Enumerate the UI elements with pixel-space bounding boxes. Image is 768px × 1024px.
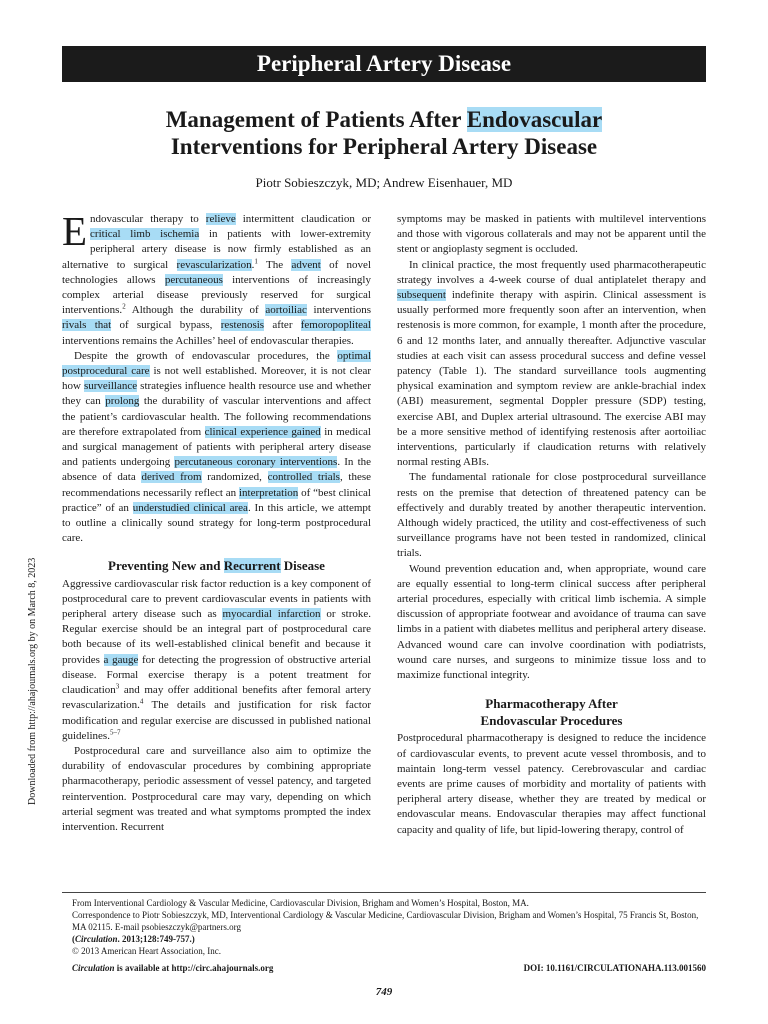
highlight[interactable]: femoropopliteal xyxy=(300,319,371,332)
citation-note xyxy=(62,933,706,945)
paragraph xyxy=(397,258,706,471)
paragraph xyxy=(62,208,371,349)
highlight[interactable]: optimal postprocedural care xyxy=(62,349,371,378)
paragraph: symptoms may be masked in patients with multilevel interventions and those with vigorous collaterals and may not be apparent until the stent or angioplasty segment is occluded. xyxy=(397,213,706,256)
highlight[interactable]: a gauge xyxy=(103,653,139,666)
text: interventions of increasingly complex arterial disease previously reserved for surgical interventions. xyxy=(62,273,371,317)
text: In clinical practice, the most frequently used pharmacotherapeutic strategy involves a 4-week course of dual antiplatelet therapy and xyxy=(397,258,706,286)
highlight[interactable]: controlled trials xyxy=(267,471,340,484)
text: Disease xyxy=(280,558,325,574)
text: in patients with lower-extremity peripheral artery disease is now firmly established as an alternative to surgical xyxy=(62,228,371,271)
highlight[interactable]: percutaneous xyxy=(164,273,223,286)
highlight[interactable]: prolong xyxy=(105,395,140,408)
doi[interactable]: DOI: 10.1161/CIRCULATIONAHA.113.001560 xyxy=(523,963,706,973)
highlight[interactable]: aortoiliac xyxy=(265,304,307,317)
highlight[interactable]: understudied clinical area xyxy=(132,501,248,514)
left-column xyxy=(62,208,372,835)
highlight[interactable]: subsequent xyxy=(397,289,446,302)
journal-name: Circulation xyxy=(72,963,115,973)
highlight[interactable]: Recurrent xyxy=(223,558,281,574)
drop-cap: E xyxy=(62,208,88,254)
highlight[interactable]: derived from xyxy=(141,471,202,484)
affiliation-note: From Interventional Cardiology & Vascular Medicine, Cardiovascular Division, Brigham and Women’s Hospital, Boston, MA. xyxy=(72,898,529,908)
highlight[interactable]: percutaneous coronary interventions xyxy=(174,456,338,469)
paragraph: The fundamental rationale for close postprocedural surveillance rests on the premise that detection of threatened patency can be effectively and durably treated by another therapeutic intervention. Although widely practiced, the utility and cost-effectiveness of such surveillance programs have not been tested in randomized, clinical trials. xyxy=(397,471,706,560)
text: Pharmacotherapy After xyxy=(485,696,618,712)
citation[interactable]: 4 xyxy=(139,697,144,706)
availability-note xyxy=(62,963,273,973)
correspondence-note xyxy=(62,909,706,933)
highlight[interactable]: relieve xyxy=(205,213,236,225)
text: strategies influence health resource use and whether they can xyxy=(62,380,371,408)
text: or stroke. Regular exercise should be an integral part of postprocedural care both because of its well-established clinical benefit and because it provides xyxy=(62,608,371,666)
text: randomized, xyxy=(201,471,268,484)
text: ( xyxy=(72,934,75,944)
text: of surgical bypass, xyxy=(111,319,221,332)
text: , these recommendations necessarily reflect an xyxy=(62,471,371,499)
highlight[interactable]: advent xyxy=(291,258,321,271)
section-heading xyxy=(62,558,371,573)
highlight[interactable]: Endovascular xyxy=(466,107,603,132)
text: Aggressive cardiovascular risk factor reduction is a key component of postprocedural care to prevent cardiovascular events in patients with peripheral artery disease such as xyxy=(62,577,371,621)
text: Preventing New and xyxy=(108,558,224,574)
citation[interactable]: 1 xyxy=(254,256,258,265)
paragraph: Wound prevention education and, when appropriate, wound care are equally essential to long-term clinical success after peripheral arterial procedures, especially with critical limb ischemia. A simple discussion of appropriate footwear and avoidance of trauma can save limbs in a patient with diabetes mellitus and peripheral artery disease. Advanced wound care can involve coordination with podiatrists, wound care nurses, and surgeons to minimize tissue loss and to maximize functional integrity. xyxy=(397,562,706,682)
text: . 2013;128:749-757.) xyxy=(117,934,195,944)
title-text: Interventions for Peripheral Artery Disease xyxy=(170,134,598,159)
highlight[interactable]: revascularization xyxy=(176,258,252,271)
paragraph xyxy=(62,349,371,547)
journal-name: Circulation xyxy=(75,934,118,944)
paragraph: Postprocedural care and surveillance also aim to optimize the durability of endovascular procedures by combining appropriate pharmacotherapy, periodic assessment of vessel patency, and targeted reintervention. Postprocedural care may vary, depending on which arterial segment was treated and what symptoms prompted the index intervention. Recurrent xyxy=(62,744,371,833)
text: . In the absence of data xyxy=(62,456,372,484)
right-column xyxy=(397,212,706,838)
text: interventions xyxy=(306,304,371,317)
highlight[interactable]: restenosis xyxy=(220,319,265,332)
text: for detecting the progression of obstructive arterial disease. Formal exercise therapy is a potent treatment for claudication xyxy=(62,653,372,697)
text: The details and justification for risk factor modification and regular exercise are discussed in published national guidelines. xyxy=(62,699,371,742)
text: is not well established. Moreover, it is not clear how xyxy=(62,365,371,393)
paragraph: Postprocedural pharmacotherapy is designed to reduce the incidence of cardiovascular events, to prevent acute vessel thrombosis, and to maintain long-term vessel patency. Cerebrovascular and cardiac events are prime causes of morbidity and mortality of patients with peripheral artery disease, whether they are treated by medical or endovascular means. Endovascular therapies may affect functional capacity and quality of life, but lipid-lowering therapy, control of xyxy=(397,732,706,836)
text: after xyxy=(264,319,301,332)
highlight[interactable]: myocardial infarction xyxy=(222,608,321,621)
author-list: Piotr Sobieszczyk, MD; Andrew Eisenhauer, MD xyxy=(255,175,513,190)
section-banner: Peripheral Artery Disease xyxy=(62,46,706,82)
page-number: 749 xyxy=(375,986,393,998)
citation[interactable]: 3 xyxy=(115,682,120,691)
article-title xyxy=(62,106,706,160)
text: and may offer additional benefits after femoral artery revascularization. xyxy=(62,684,371,712)
highlight[interactable]: surveillance xyxy=(83,380,138,393)
citation[interactable]: 2 xyxy=(122,302,126,311)
text: Although the durability of xyxy=(125,304,266,317)
text: ndovascular therapy to xyxy=(90,213,206,225)
text: of novel technologies allows xyxy=(62,258,371,286)
text: . In this article, we attempt to outline a clinically sound strategy for long-term postprocedural care. xyxy=(62,501,371,545)
text: The xyxy=(257,258,292,271)
copyright-note: © 2013 American Heart Association, Inc. xyxy=(72,946,222,956)
text: the durability of vascular interventions and affect the patient’s cardiovascular health. The following recommendations are therefore extrapolated from xyxy=(62,395,372,438)
citation[interactable]: 5–7 xyxy=(109,728,121,737)
text: in medical and surgical management of patients with peripheral artery disease and patients undergoing xyxy=(62,425,371,469)
paragraph xyxy=(62,577,371,744)
text: Endovascular Procedures xyxy=(480,713,623,729)
text: . xyxy=(251,258,255,271)
download-note: Downloaded from http://ahajournals.org by on March 8, 2023 xyxy=(27,557,38,805)
highlight[interactable]: rivals that xyxy=(62,319,112,332)
text: Despite the growth of endovascular procedures, the xyxy=(74,349,338,362)
footnote-divider xyxy=(62,892,706,893)
footnotes xyxy=(62,897,706,957)
text: of “best clinical practice” of an xyxy=(62,486,371,514)
text: indefinite therapy with aspirin. Clinical assessment is usually performed more frequently soon after an intervention, when restenosis is more common, for example, 1 month after the procedure, 6 and 12 months later, and annually thereafter. Adjunctive vascular studies at each visit can assess procedural success and define vessel patency (Table 1). The standard surveillance tools augmenting physical examination and symptom review are ankle-brachial index (ABI) measurement, segmental Doppler pressure (SDP) testing, exercise ABI, and Duplex arterial ultrasound. The exercise ABI may be a more sensitive method of identifying restenosis after aortoiliac interventions, particularly if claudication returns with relatively normal resting ABIs. xyxy=(397,289,706,469)
journal-url[interactable]: is available at http://circ.ahajournals.org xyxy=(114,963,274,973)
title-text: Management of Patients After xyxy=(165,107,467,132)
text: intermittent claudication or xyxy=(235,213,371,225)
highlight[interactable]: critical limb ischemia xyxy=(90,228,200,241)
highlight[interactable]: clinical experience gained xyxy=(204,425,321,438)
section-heading xyxy=(397,695,706,729)
text: Correspondence to Piotr Sobieszczyk, MD, Interventional Cardiology & Vascular Medicine, Cardiovascular Division, Brigham and Women’s Hospital, 75 Francis St, Boston, MA 02115. E-mail psobieszczyk@partners.org xyxy=(72,910,699,932)
text: interventions remains the Achilles’ heel of endovascular therapies. xyxy=(62,334,354,347)
highlight[interactable]: interpretation xyxy=(239,486,299,499)
journal-info-row xyxy=(62,963,706,973)
